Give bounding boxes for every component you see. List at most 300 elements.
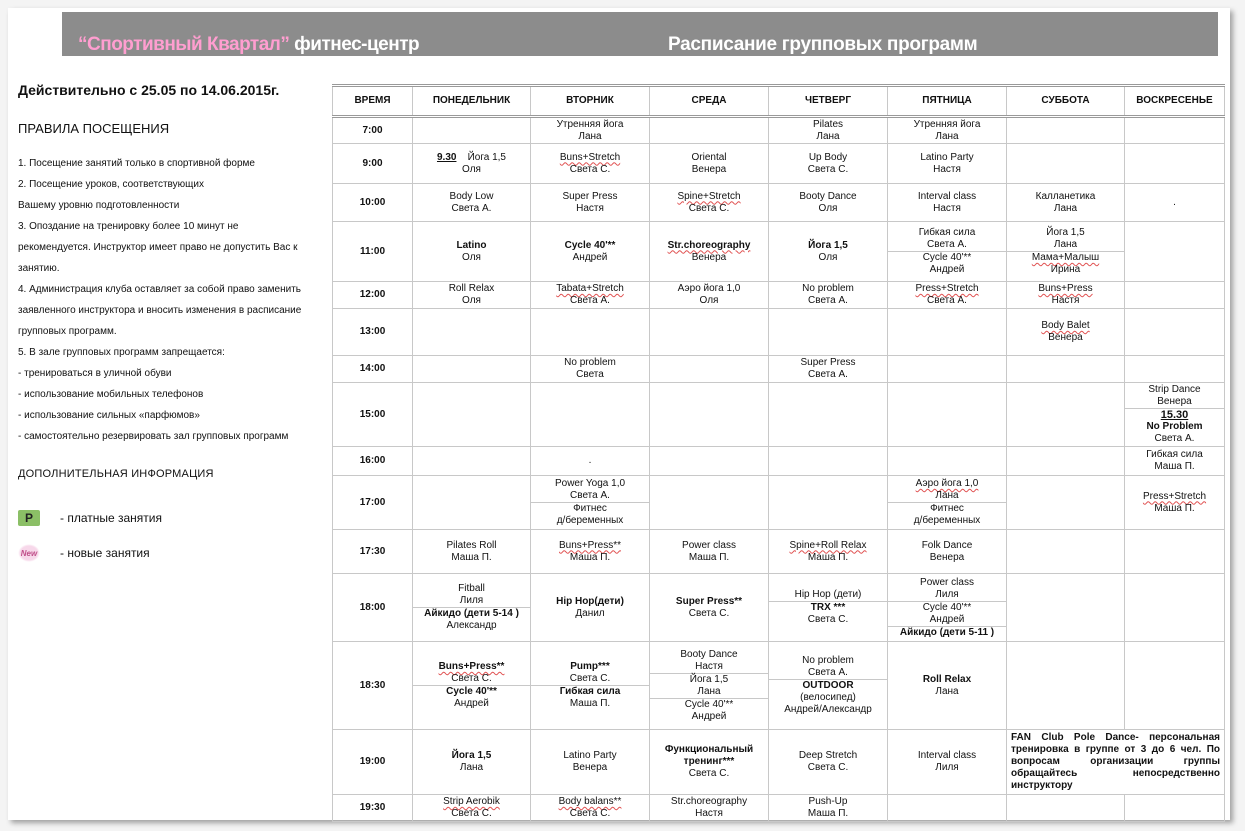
rule-line: - самостоятельно резервировать зал групповых программ (18, 431, 289, 442)
empty-cell (413, 383, 531, 447)
class-cell[interactable] (888, 476, 1007, 530)
class-name: Str.choreography (667, 239, 751, 251)
class-cell[interactable] (769, 282, 888, 309)
coach-name: Света С. (807, 762, 849, 773)
class-name: Йога 1,5 (689, 673, 729, 685)
sub-class[interactable] (888, 577, 1006, 601)
sub-class[interactable] (888, 251, 1006, 276)
empty-cell (650, 356, 769, 383)
class-name: Йога 1,5 (451, 750, 492, 761)
sub-class[interactable] (888, 601, 1006, 626)
rule-line: 5. В зале групповых программ запрещается: (18, 347, 225, 358)
table-row (333, 117, 1225, 144)
empty-cell (1007, 383, 1125, 447)
empty-cell (888, 309, 1007, 356)
class-cell[interactable] (531, 356, 650, 383)
sub-class[interactable] (531, 661, 649, 685)
empty-cell (413, 117, 531, 144)
class-cell[interactable] (413, 795, 531, 822)
class-name: Гибкая сила (1146, 449, 1203, 460)
coach-name: Лана (697, 685, 721, 697)
sub-class[interactable] (413, 685, 530, 710)
sub-class[interactable] (1125, 408, 1224, 445)
sub-class[interactable] (769, 679, 887, 716)
class-cell[interactable] (650, 282, 769, 309)
empty-cell (1125, 356, 1225, 383)
coach-name: Оля (699, 295, 719, 306)
sub-class[interactable] (769, 589, 887, 601)
col-header: ВРЕМЯ (333, 86, 413, 117)
empty-cell (1007, 356, 1125, 383)
time-cell: 19:00 (333, 730, 413, 795)
class-cell[interactable] (650, 530, 769, 574)
sub-class[interactable] (888, 478, 1006, 502)
sub-class[interactable] (413, 661, 530, 685)
class-name: Cycle 40'** (684, 698, 734, 710)
class-cell[interactable] (1007, 184, 1125, 222)
col-header: ВОСКРЕСЕНЬЕ (1125, 86, 1225, 117)
sub-class[interactable] (650, 698, 768, 723)
time-cell: 7:00 (333, 117, 413, 144)
class-name: Power class (920, 576, 974, 588)
class-name: Fitball (458, 583, 485, 594)
time-cell: 18:30 (333, 642, 413, 730)
empty-cell (1007, 144, 1125, 184)
class-cell[interactable] (531, 184, 650, 222)
time-cell: 9:00 (333, 144, 413, 184)
empty-cell (888, 447, 1007, 476)
class-name: No Problem (1146, 421, 1203, 432)
empty-cell (1125, 530, 1225, 574)
coach-name: Света (576, 369, 604, 380)
class-name: Deep Stretch (798, 750, 858, 761)
class-cell[interactable] (531, 730, 650, 795)
coach-name: Света А. (451, 202, 492, 214)
table-row (333, 144, 1225, 184)
class-name: Push-Up (808, 796, 848, 807)
stray-mark: . (588, 455, 592, 466)
class-cell[interactable] (650, 184, 769, 222)
table-row (333, 642, 1225, 730)
time-cell: 15:00 (333, 383, 413, 447)
time-cell: 11:00 (333, 222, 413, 282)
coach-name: Света С. (569, 673, 611, 684)
class-name: Strip Aerobik (443, 796, 500, 807)
class-cell[interactable] (888, 117, 1007, 144)
coach-name: Маша П. (688, 551, 730, 563)
class-name: Pump*** (570, 661, 610, 672)
class-cell[interactable] (769, 730, 888, 795)
class-name: Утренняя йога (556, 118, 624, 130)
time-cell: 14:00 (333, 356, 413, 383)
sub-class[interactable] (769, 601, 887, 626)
table-row (333, 530, 1225, 574)
sub-class[interactable] (769, 655, 887, 679)
rules-list (18, 153, 316, 447)
time-cell: 13:00 (333, 309, 413, 356)
rule-line: 3. Опоздание на тренировку более 10 минут не (18, 221, 239, 232)
class-cell[interactable] (1007, 222, 1125, 282)
class-name: Roll Relax (922, 673, 972, 685)
table-row (333, 282, 1225, 309)
empty-cell (1125, 222, 1225, 282)
coach-name: Лана (459, 762, 484, 773)
class-name: Buns+Press** (559, 539, 621, 551)
paid-class-icon: P (18, 510, 40, 526)
empty-cell (650, 476, 769, 530)
empty-cell (1007, 476, 1125, 530)
col-header: ВТОРНИК (531, 86, 650, 117)
class-cell[interactable] (769, 117, 888, 144)
class-cell[interactable] (769, 222, 888, 282)
class-cell[interactable] (769, 642, 888, 730)
coach-name: Света А. (927, 295, 967, 306)
empty-cell (1125, 642, 1225, 730)
class-name: Up Body (808, 151, 848, 163)
coach-name: Лиля (459, 595, 484, 606)
class-cell[interactable] (531, 117, 650, 144)
class-cell[interactable] (531, 642, 650, 730)
coach-name: Оля (462, 251, 481, 263)
class-cell[interactable] (769, 574, 888, 642)
class-cell[interactable] (531, 282, 650, 309)
legend-paid-label: - платные занятия (60, 511, 162, 525)
empty-cell (650, 117, 769, 144)
coach-name: Света А. (927, 239, 967, 250)
time-cell: 10:00 (333, 184, 413, 222)
class-name: Press+Stretch (915, 283, 979, 294)
class-cell[interactable] (769, 530, 888, 574)
coach-name: Оля (818, 202, 838, 214)
header-row (333, 86, 1225, 117)
class-name: No problem (802, 655, 854, 666)
coach-name: Александр (446, 620, 497, 631)
class-cell[interactable] (650, 222, 769, 282)
sub-class[interactable] (531, 685, 649, 710)
class-note: д/беременных (913, 515, 981, 526)
brand-suffix: фитнес-центр (294, 34, 420, 55)
class-cell[interactable] (650, 144, 769, 184)
coach-name: Венера (691, 163, 727, 175)
rule-line: 4. Администрация клуба оставляет за собой право заменить (18, 284, 301, 295)
coach-name: Настя (1051, 295, 1080, 306)
class-name: Latino (456, 239, 487, 251)
class-name: Гибкая сила (918, 227, 976, 238)
class-name: Body Low (449, 190, 494, 202)
rule-line: 1. Посещение занятий только в спортивной форме (18, 158, 255, 169)
class-cell[interactable] (650, 730, 769, 795)
class-note: д/беременных (556, 515, 624, 526)
sub-class[interactable] (413, 583, 530, 607)
class-cell (531, 447, 650, 476)
coach-name: Андрей (929, 613, 965, 625)
class-name: Калланетика (1035, 190, 1096, 202)
class-name: Super Press** (675, 595, 743, 607)
coach-name: Лана (935, 490, 959, 501)
coach-name: Венера (1157, 396, 1192, 407)
empty-cell (1007, 574, 1125, 642)
coach-name: Андрей (454, 698, 489, 709)
class-name: Body balans** (558, 796, 622, 807)
class-cell[interactable] (888, 282, 1007, 309)
coach-name: Венера (1048, 332, 1083, 343)
table-row (333, 309, 1225, 356)
table-row (333, 447, 1225, 476)
class-cell[interactable] (531, 795, 650, 822)
class-cell[interactable] (531, 144, 650, 184)
coach-name: Света А. (808, 369, 848, 380)
class-note: (велосипед) (800, 692, 856, 703)
empty-cell (650, 383, 769, 447)
empty-cell (1007, 795, 1125, 822)
class-cell[interactable] (413, 574, 531, 642)
coach-name: Настя (695, 808, 723, 819)
coach-name: Настя (695, 660, 723, 672)
class-name: Power Yoga 1,0 (554, 478, 626, 489)
header-bar (62, 12, 1218, 56)
class-name: Interval class (917, 750, 977, 761)
coach-name: Маша П. (807, 551, 849, 563)
class-cell[interactable] (769, 184, 888, 222)
sub-class[interactable] (1007, 227, 1124, 251)
class-name: Йога 1,5 (467, 151, 506, 163)
empty-cell (888, 383, 1007, 447)
coach-name: Андрей/Александр (784, 704, 872, 715)
coach-name: Оля (462, 295, 481, 306)
empty-cell (888, 795, 1007, 822)
coach-name: Маша П. (569, 551, 611, 563)
class-start-time: 15.30 (1160, 409, 1189, 421)
class-name: Super Press (800, 357, 856, 368)
coach-name: Лана (935, 130, 959, 142)
class-name: Мама+Малыш (1031, 252, 1100, 263)
class-cell[interactable] (413, 642, 531, 730)
class-cell[interactable] (888, 144, 1007, 184)
class-name: Фитнес (573, 503, 607, 514)
class-name: Latino Party (920, 151, 974, 163)
class-name: Cycle 40'** (922, 601, 972, 613)
class-name: Hip Hop(дети) (556, 595, 624, 607)
coach-name: Настя (933, 163, 961, 175)
coach-name: Лана (578, 130, 602, 142)
sub-class[interactable] (650, 649, 768, 673)
coach-name: Лана (816, 130, 840, 142)
coach-name: Света А. (808, 667, 848, 678)
class-cell[interactable] (1125, 476, 1225, 530)
class-cell[interactable] (888, 222, 1007, 282)
class-cell[interactable] (531, 476, 650, 530)
coach-name: Света С. (807, 614, 849, 625)
class-start-time: 9.30 (436, 151, 457, 163)
coach-name: Света С. (688, 607, 730, 619)
class-cell[interactable] (769, 356, 888, 383)
sub-class[interactable] (531, 478, 649, 502)
class-name: Buns+Press** (438, 661, 505, 672)
class-name: Press+Stretch (1142, 490, 1207, 502)
coach-name: Лиля (935, 588, 959, 600)
col-header: ПЯТНИЦА (888, 86, 1007, 117)
class-name: Cycle 40'** (922, 252, 972, 263)
sub-class[interactable] (888, 227, 1006, 251)
empty-cell (413, 309, 531, 356)
class-cell[interactable] (650, 642, 769, 730)
class-name: Айкидо (дети 5-14 ) (424, 608, 519, 619)
class-name: Йога 1,5 (808, 239, 848, 251)
table-row (333, 356, 1225, 383)
coach-name: Андрей (929, 264, 965, 275)
coach-name: Света С. (451, 808, 492, 819)
class-cell[interactable] (1007, 309, 1125, 356)
class-name: Cycle 40'** (446, 686, 497, 697)
class-cell[interactable] (769, 144, 888, 184)
validity-text: Действительно с 25.05 по 14.06.2015г. (18, 82, 280, 98)
table-row (333, 730, 1225, 795)
sub-class[interactable] (1125, 384, 1224, 408)
sub-class[interactable] (413, 607, 530, 632)
coach-name: Света С. (688, 202, 730, 214)
class-name: Фитнес (930, 503, 964, 514)
coach-name: Маша П. (1154, 502, 1195, 514)
rule-line: Вашему уровню подготовленности (18, 200, 180, 211)
coach-name: Лана (935, 685, 959, 697)
class-name: Pilates Roll (446, 539, 497, 551)
class-cell[interactable] (888, 642, 1007, 730)
rule-line: рекомендуется. Инструктор имеет право не допустить Вас к (18, 242, 298, 253)
coach-name: Маша П. (1154, 461, 1195, 472)
legend-paid (18, 510, 162, 526)
empty-cell (1125, 795, 1225, 822)
brand-title (78, 34, 419, 56)
sub-class[interactable] (531, 502, 649, 527)
rule-line: заявленного инструктора и вносить изменения в расписание (18, 305, 302, 316)
class-name: Latino Party (563, 750, 617, 761)
coach-name: Венера (691, 251, 727, 263)
table-row (333, 222, 1225, 282)
class-cell[interactable] (413, 282, 531, 309)
empty-cell (1007, 530, 1125, 574)
class-cell[interactable] (888, 530, 1007, 574)
class-cell[interactable] (413, 144, 531, 184)
class-cell[interactable] (1007, 282, 1125, 309)
class-cell (1125, 184, 1225, 222)
empty-cell (413, 447, 531, 476)
col-header: ПОНЕДЕЛЬНИК (413, 86, 531, 117)
class-cell[interactable] (650, 574, 769, 642)
class-cell[interactable] (888, 184, 1007, 222)
brand-name: “Спортивный Квартал” (78, 34, 290, 55)
empty-cell (769, 447, 888, 476)
schedule-title: Расписание групповых программ (668, 34, 978, 55)
coach-name: Настя (933, 202, 961, 214)
coach-name: Света С. (569, 808, 611, 819)
coach-name: Венера (572, 762, 608, 773)
class-name: TRX *** (810, 602, 846, 613)
empty-cell (1125, 574, 1225, 642)
coach-name: Маша П. (451, 551, 492, 563)
sub-class[interactable] (650, 673, 768, 698)
rule-line: - использование сильных «парфюмов» (18, 410, 200, 421)
sub-class[interactable] (888, 502, 1006, 527)
additional-info-title: ДОПОЛНИТЕЛЬНАЯ ИНФОРМАЦИЯ (18, 468, 214, 480)
rule-line: занятию. (18, 263, 60, 274)
empty-cell (1007, 447, 1125, 476)
empty-cell (1125, 282, 1225, 309)
class-name: OUTDOOR (802, 680, 854, 691)
class-cell[interactable] (1125, 383, 1225, 447)
class-name: Утренняя йога (913, 118, 981, 130)
empty-cell (413, 476, 531, 530)
class-cell[interactable] (769, 795, 888, 822)
class-name: Folk Dance (921, 539, 973, 551)
empty-cell (769, 476, 888, 530)
sub-class[interactable] (888, 626, 1006, 639)
class-name: Buns+Stretch (559, 151, 621, 163)
empty-cell (1125, 309, 1225, 356)
class-name: Interval class (917, 190, 977, 202)
rule-line: - использование мобильных телефонов (18, 389, 204, 400)
class-name: Йога 1,5 (1046, 227, 1085, 238)
schedule-page (8, 8, 1230, 820)
class-cell[interactable] (888, 730, 1007, 795)
class-name: Str.choreography (670, 796, 748, 807)
coach-name: Данил (575, 607, 605, 619)
empty-cell (413, 356, 531, 383)
stray-mark: . (1173, 196, 1176, 208)
class-name: No problem (802, 283, 854, 294)
class-cell[interactable] (531, 530, 650, 574)
class-name: Buns+Press (1038, 283, 1093, 294)
time-cell: 12:00 (333, 282, 413, 309)
coach-name: Света А. (1154, 433, 1195, 444)
time-cell: 18:00 (333, 574, 413, 642)
coach-name: Света А. (570, 295, 610, 306)
coach-name: Оля (818, 251, 838, 263)
sub-class[interactable] (1007, 251, 1124, 276)
empty-cell (1007, 117, 1125, 144)
empty-cell (650, 447, 769, 476)
class-name: Booty Dance (680, 648, 738, 660)
class-name: No problem (564, 357, 616, 368)
empty-cell (888, 356, 1007, 383)
table-row (333, 795, 1225, 822)
class-cell[interactable] (413, 530, 531, 574)
class-cell[interactable] (531, 222, 650, 282)
class-cell[interactable] (531, 574, 650, 642)
class-name: Tabata+Stretch (556, 283, 624, 294)
class-cell[interactable] (413, 184, 531, 222)
coach-name: Света С. (688, 768, 730, 779)
class-name: Oriental (691, 151, 727, 163)
class-cell[interactable] (1125, 447, 1225, 476)
class-name: Аэро йога 1,0 (915, 478, 979, 489)
time-cell: 19:30 (333, 795, 413, 822)
rules-title: ПРАВИЛА ПОСЕЩЕНИЯ (18, 121, 170, 136)
col-header: ЧЕТВЕРГ (769, 86, 888, 117)
new-class-icon: New (18, 544, 40, 562)
class-cell[interactable] (650, 795, 769, 822)
class-cell[interactable] (888, 574, 1007, 642)
pole-dance-note: FAN Club Pole Dance- персональная тренировка в группе от 3 до 6 чел. По вопросам организации группы обращайтесь непосредственно инструктору (1011, 732, 1220, 791)
empty-cell (531, 309, 650, 356)
class-name: Айкидо (дети 5-11 ) (899, 626, 995, 638)
coach-name: Света С. (807, 163, 849, 175)
class-name: Body Balet (1041, 320, 1090, 331)
coach-name: Света А. (808, 295, 848, 306)
table-row (333, 184, 1225, 222)
class-name: Cycle 40'** (564, 239, 616, 251)
class-cell[interactable] (413, 222, 531, 282)
class-cell[interactable] (413, 730, 531, 795)
